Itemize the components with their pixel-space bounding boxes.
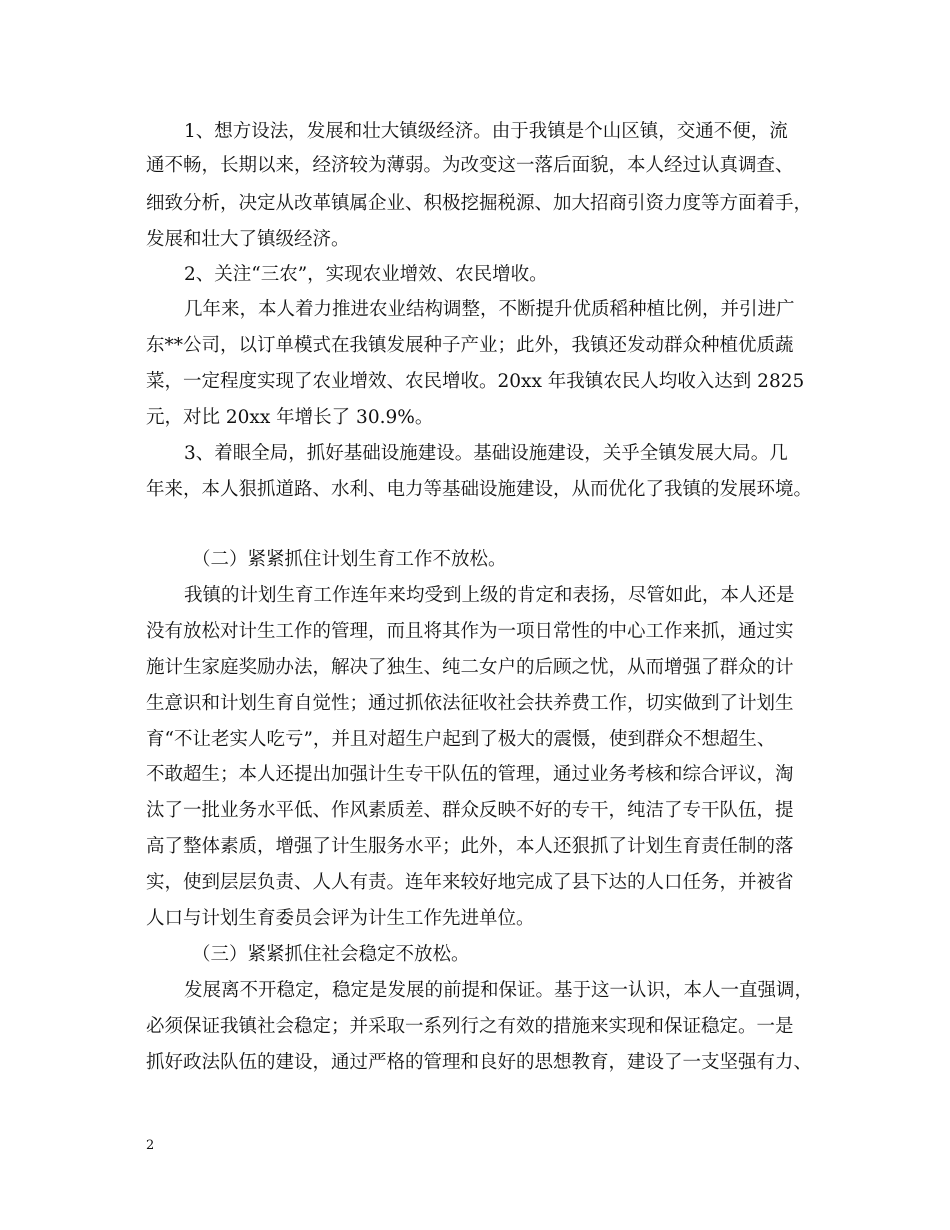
text-line: 我镇的计划生育工作连年来均受到上级的肯定和表扬，尽管如此，本人还是 (184, 585, 795, 606)
text-line: 1、想方设法，发展和壮大镇级经济。由于我镇是个山区镇，交通不便，流 (184, 121, 788, 142)
section-heading: （二）紧紧抓住计划生育工作不放松。 (192, 549, 507, 570)
text-line: 菜，一定程度实现了农业增效、农民增收。20xx 年我镇农民人均收入达到 2825 (146, 371, 805, 392)
page-number: 2 (146, 1138, 155, 1153)
text-line: 细致分析，决定从改革镇属企业、积极挖掘税源、加大招商引资力度等方面着手， (146, 193, 813, 214)
text-line: 实，使到层层负责、人人有责。连年来较好地完成了县下达的人口任务，并被省 (146, 872, 794, 893)
section-heading: （三）紧紧抓住社会稳定不放松。 (192, 944, 470, 965)
text-line: 3、着眼全局，抓好基础设施建设。基础设施建设，关乎全镇发展大局。几 (184, 443, 788, 464)
text-line: 通不畅，长期以来，经济较为薄弱。为改变这一落后面貌，本人经过认真调查、 (146, 155, 794, 176)
text-line: 生意识和计划生育自觉性；通过抓依法征收社会扶养费工作，切实做到了计划生 (146, 693, 794, 714)
text-line: 必须保证我镇社会稳定；并采取一系列行之有效的措施来实现和保证稳定。一是 (146, 1016, 794, 1037)
text-line: 年来，本人狠抓道路、水利、电力等基础设施建设，从而优化了我镇的发展环境。 (146, 479, 813, 500)
text-line: 抓好政法队伍的建设，通过严格的管理和良好的思想教育，建设了一支坚强有力、 (146, 1052, 813, 1073)
text-line: 元，对比 20xx 年增长了 30.9%。 (146, 407, 434, 428)
text-line: 2、关注“三农”，实现农业增效、农民增收。 (184, 264, 548, 285)
text-line: 高了整体素质，增强了计生服务水平；此外，本人还狠抓了计划生育责任制的落 (146, 836, 794, 857)
text-line: 汰了一批业务水平低、作风素质差、群众反映不好的专干，纯洁了专干队伍，提 (146, 800, 794, 821)
text-line: 人口与计划生育委员会评为计生工作先进单位。 (146, 908, 535, 929)
text-line: 几年来，本人着力推进农业结构调整，不断提升优质稻种植比例，并引进广 (184, 299, 795, 320)
text-line: 发展离不开稳定，稳定是发展的前提和保证。基于这一认识，本人一直强调， (184, 980, 814, 1001)
text-line: 施计生家庭奖励办法，解决了独生、纯二女户的后顾之忧，从而增强了群众的计 (146, 657, 794, 678)
text-line: 不敢超生；本人还提出加强计生专干队伍的管理，通过业务考核和综合评议，淘 (146, 764, 794, 785)
text-line: 育“不让老实人吃亏”，并且对超生户起到了极大的震慑，使到群众不想超生、 (146, 729, 776, 750)
text-line: 东**公司，以订单模式在我镇发展种子产业；此外，我镇还发动群众种植优质蔬 (146, 335, 794, 356)
text-line: 发展和壮大了镇级经济。 (146, 229, 350, 250)
text-line: 没有放松对计生工作的管理，而且将其作为一项日常性的中心工作来抓，通过实 (146, 621, 794, 642)
